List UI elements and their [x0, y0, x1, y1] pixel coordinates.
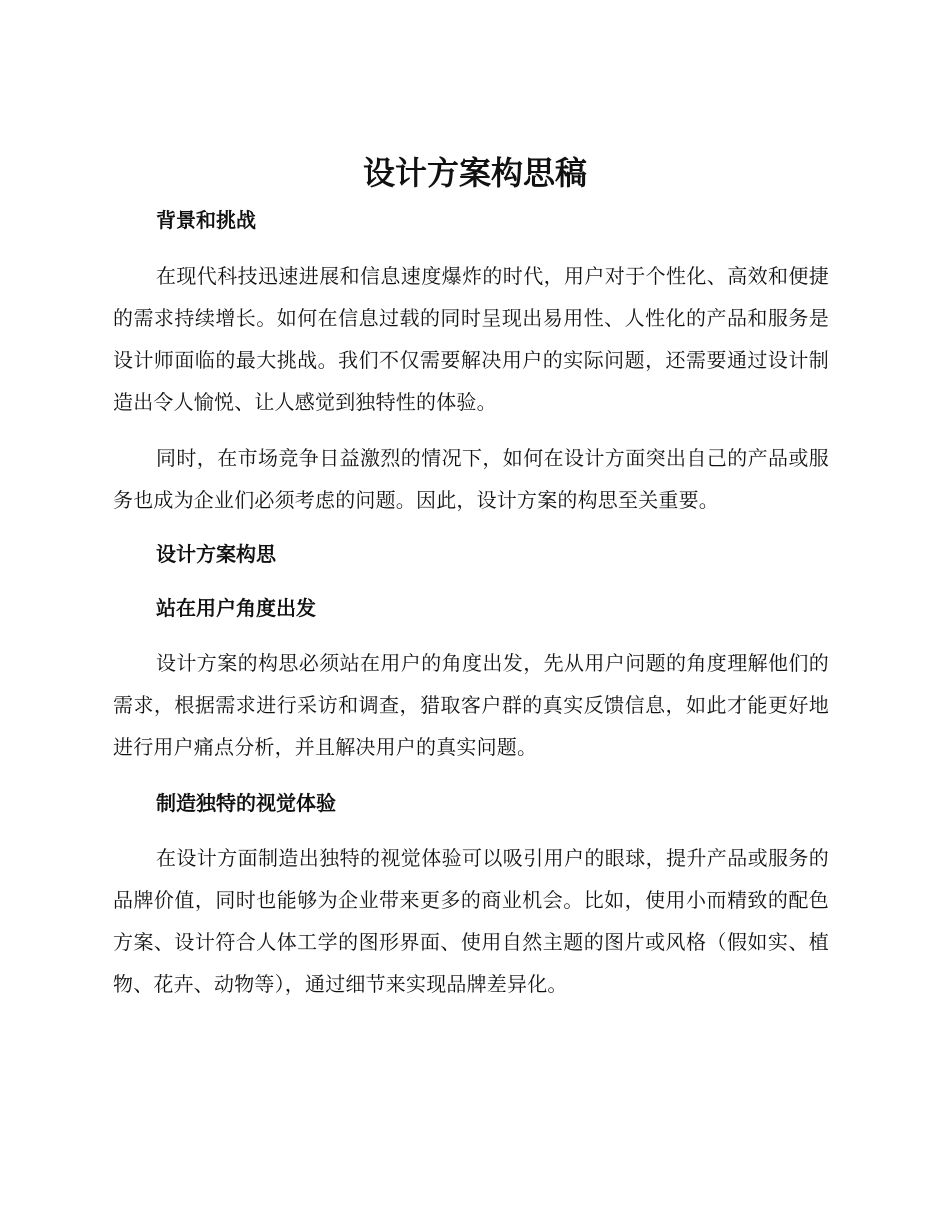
paragraph-visual-experience: 在设计方面制造出独特的视觉体验可以吸引用户的眼球，提升产品或服务的品牌价值，同时也能够为企业带来更多的商业机会。比如，使用小而精致的配色方案、设计符合人体工学的图形界面、使用自然主题的图片或风格（假如实、植物、花卉、动物等），通过细节来实现品牌差异化。 [113, 846, 829, 996]
paragraph-background-2: 同时，在市场竞争日益激烈的情况下，如何在设计方面突出自己的产品或服务也成为企业们必须考虑的问题。因此，设计方案的构思至关重要。 [113, 446, 829, 512]
subsection-heading-visual-experience: 制造独特的视觉体验 [156, 791, 336, 815]
paragraph-background-1: 在现代科技迅速进展和信息速度爆炸的时代，用户对于个性化、高效和便捷的需求持续增长。如何在信息过载的同时呈现出易用性、人性化的产品和服务是设计师面临的最大挑战。我们不仅需要解决用户的实际问题，还需要通过设计制造出令人愉悦、让人感觉到独特性的体验。 [113, 264, 829, 414]
section-heading-background: 背景和挑战 [156, 208, 256, 232]
paragraph-user-perspective: 设计方案的构思必须站在用户的角度出发，先从用户问题的角度理解他们的需求，根据需求进行采访和调查，猎取客户群的真实反馈信息，如此才能更好地进行用户痛点分析，并且解决用户的真实问题。 [113, 651, 829, 759]
document-title: 设计方案构思稿 [362, 154, 587, 192]
subsection-heading-user-perspective: 站在用户角度出发 [156, 596, 316, 620]
section-heading-design-concept: 设计方案构思 [156, 542, 276, 566]
